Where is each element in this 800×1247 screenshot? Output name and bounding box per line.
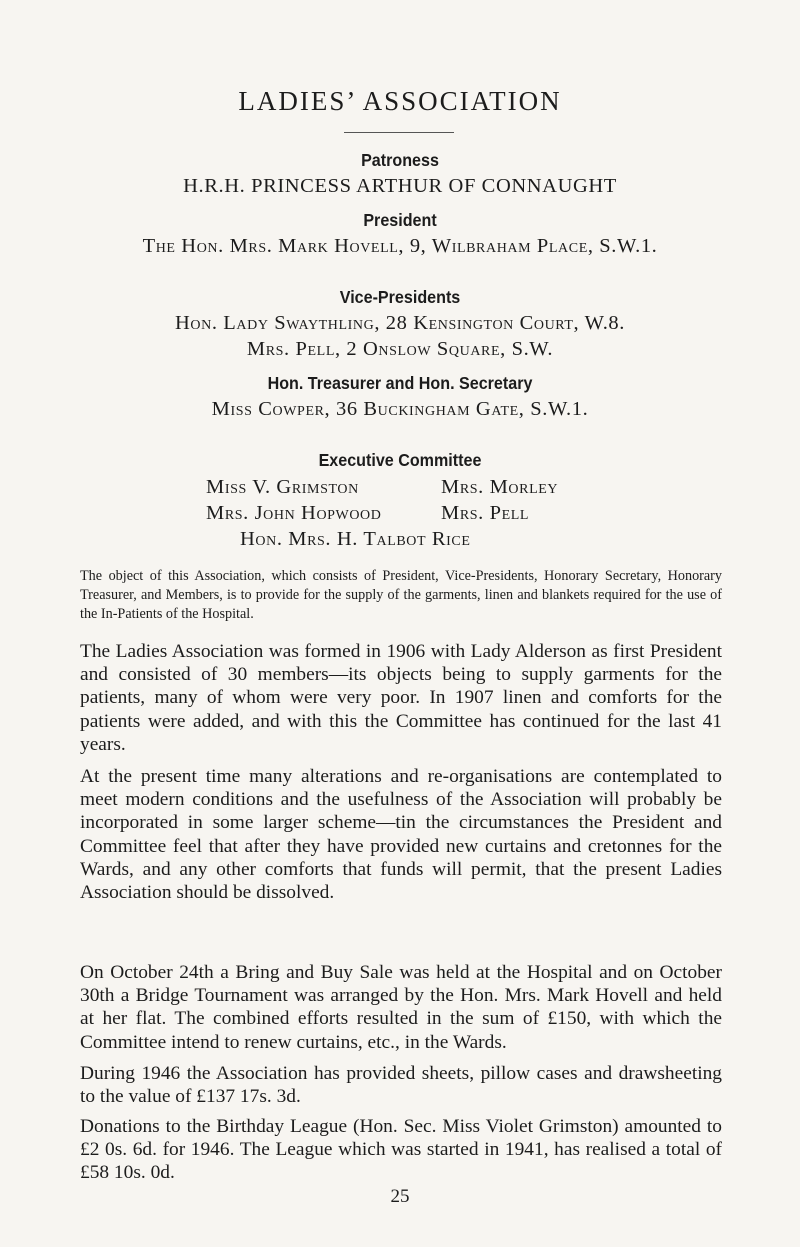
title-divider [344, 132, 454, 133]
treasurer-secretary-name: Miss Cowper, 36 Buckingham Gate, S.W.1. [211, 398, 589, 420]
patroness-name: H.R.H. PRINCESS ARTHUR OF CONNAUGHT [183, 175, 617, 197]
page-number: 25 [390, 1186, 410, 1207]
body-paragraph: On October 24th a Bring and Buy Sale was held at the Hospital and on October 30th a Bridge Tournament was arranged by the Hon. Mrs. Mark Hovell and held at her flat. The combined efforts resulted in the sum of £150, with which the Committee intend to renew curtains, etc., in the Wards. [80, 962, 722, 1053]
vice-president-name: Mrs. Pell, 2 Onslow Square, S.W. [246, 338, 554, 360]
body-paragraph: At the present time many alterations and re-organisations are contemplated to meet modern conditions and the usefulness of the Association will probably be incorporated in some larger scheme—tin the circumstances the President and Committee feel that after they have provided new curtains and cretonnes for the Wards, and any other comforts that funds will permit, that the present Ladies Association should be dissolved. [80, 766, 722, 904]
body-paragraph: During 1946 the Association has provided sheets, pillow cases and drawsheeting to the value of £137 17s. 3d. [80, 1063, 722, 1108]
vice-president-name: Hon. Lady Swaythling, 28 Kensington Court, W.8. [175, 312, 625, 334]
president-heading: President [363, 210, 437, 230]
president-name: The Hon. Mrs. Mark Hovell, 9, Wilbraham Place, S.W.1. [142, 235, 658, 257]
body-paragraph: The Ladies Association was formed in 1906 with Lady Alderson as first President and consisted of 30 members—its objects being to supply garments for the patients, many of whom were very poor. In 1907 linen and comforts for the patients were added, and with this the Committee has continued for the last 41 years. [80, 641, 722, 755]
committee-member: Miss V. Grimston [206, 476, 359, 498]
treasurer-secretary-heading: Hon. Treasurer and Hon. Secretary [267, 373, 533, 393]
committee-member: Hon. Mrs. H. Talbot Rice [240, 528, 471, 550]
committee-member: Mrs. Morley [441, 476, 559, 498]
page-title: LADIES’ ASSOCIATION [238, 86, 562, 116]
executive-committee-heading: Executive Committee [318, 450, 482, 470]
patroness-heading: Patroness [361, 150, 439, 170]
vice-presidents-heading: Vice-Presidents [339, 287, 461, 307]
body-paragraph: Donations to the Birthday League (Hon. Sec. Miss Violet Grimston) amounted to £2 0s. 6d. for 1946. The League which was started in 1941, has realised a total of £58 10s. 0d. [80, 1116, 722, 1184]
committee-member: Mrs. John Hopwood [206, 502, 382, 524]
committee-member: Mrs. Pell [441, 502, 530, 524]
object-statement: The object of this Association, which consists of President, Vice-Presidents, Honorary Secretary, Honorary Treasurer, and Members, is to provide for the supply of the garments, linen and blankets required for the use of the In-Patients of the Hospital. [80, 568, 722, 622]
